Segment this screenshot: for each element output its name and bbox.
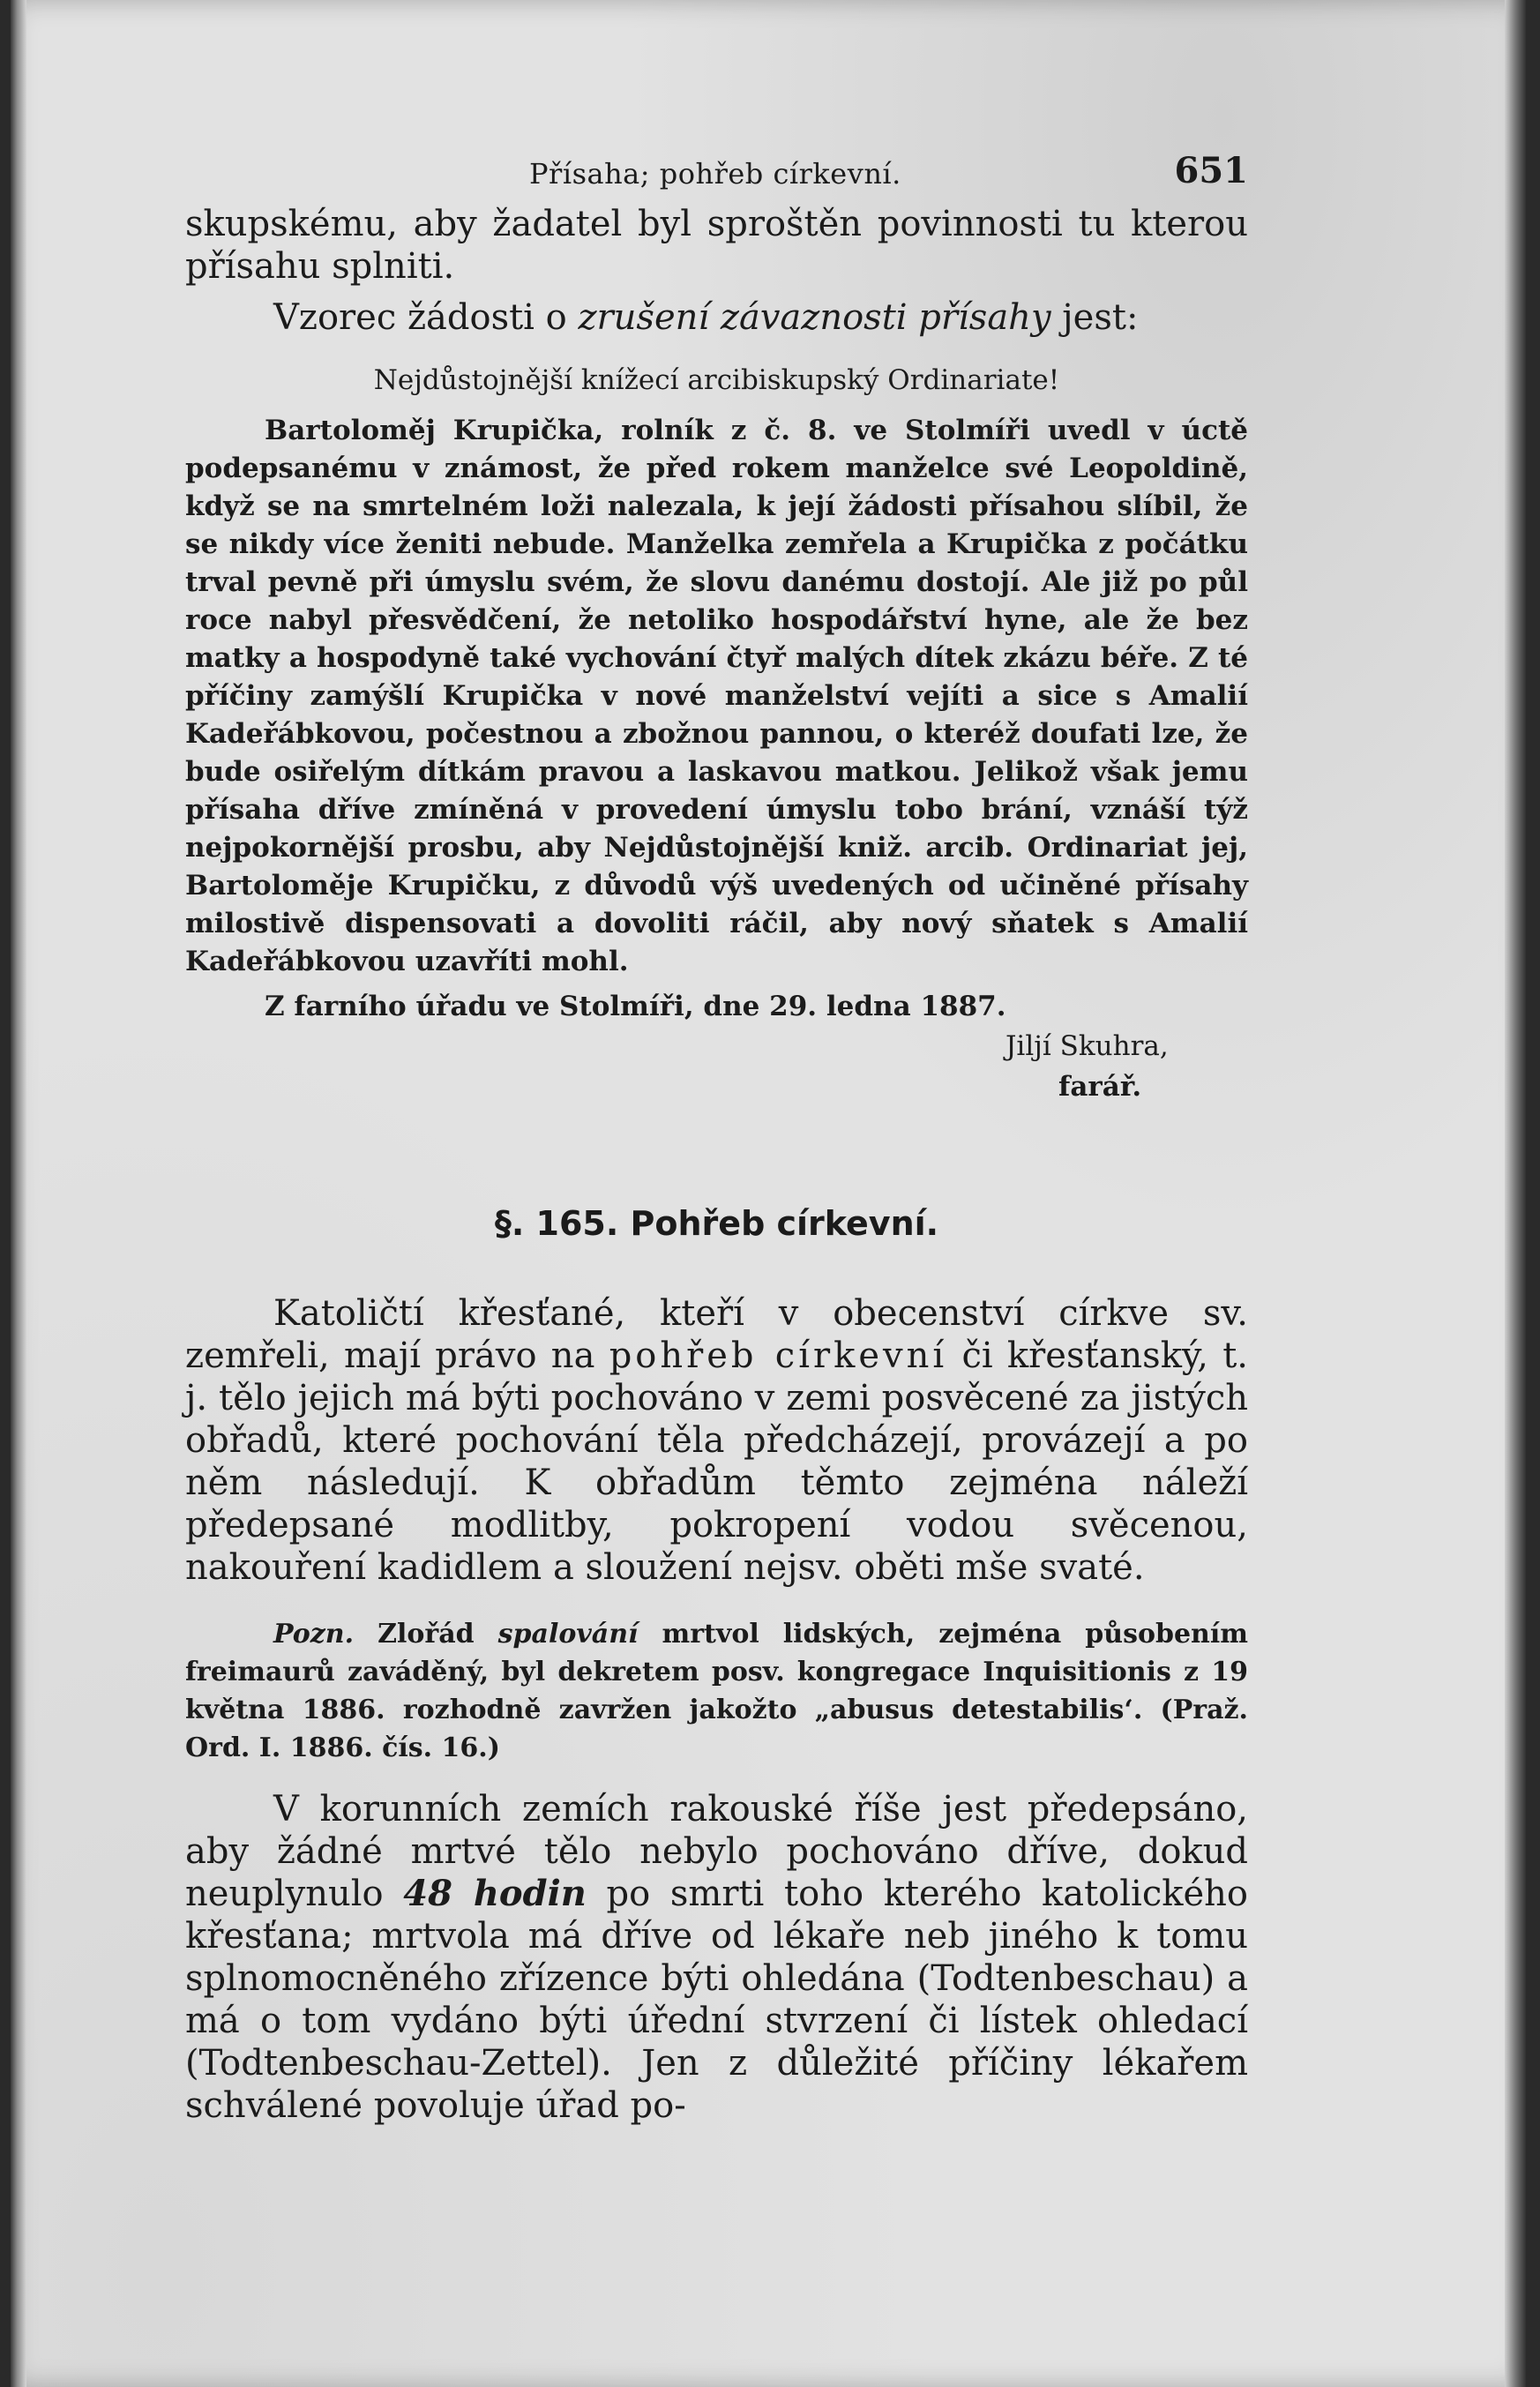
formula-line xyxy=(185,296,1248,339)
page-left-edge xyxy=(11,0,26,2387)
note-label: Pozn. xyxy=(273,1619,355,1650)
formula-suffix: jest: xyxy=(1050,297,1139,338)
formula-prefix: Vzorec žádosti o xyxy=(273,297,579,338)
formula-italic: zrušení závaznosti přísahy xyxy=(578,297,1051,338)
p2-part-a: V korunních zemích rakouské říše jest předepsáno, aby žádné mrtvé tělo nebylo pochováno dříve, dokud neuplynulo xyxy=(185,1789,1248,1914)
note-paragraph xyxy=(185,1615,1248,1767)
p1-part-b: či křesťanský, t. j. tělo jejich má býti pochováno v zemi posvěcené za jistých obřadů, které pochování těla předcházejí, provázejí a po něm následují. K obřadům těmto zejména náleží předepsané modlitby, pokropení vodou svěcenou, nakouření kadidlem a sloužení nejsv. oběti mše svaté. xyxy=(185,1336,1248,1588)
petition-place-date: Z farního úřadu ve Stolmíři, dne 29. ledna 1887. xyxy=(265,991,1006,1022)
p1-spaced: pohřeb církevní xyxy=(609,1336,948,1376)
running-head xyxy=(185,150,1248,203)
signer-title: farář. xyxy=(1058,1071,1142,1103)
petition-body: Bartoloměj Krupička, rolník z č. 8. ve Stolmíři uvedl v úctě podepsanému v známost, že před rokem manželce své Leopoldině, když se na smrtelném loži nalezala, k její žádosti přísahou slíbil, že se nikdy více ženiti nebude. Manželka zemřela a Krupička z počátku trval pevně při úmyslu svém, že slovu danému dostojí. Ale již po půl roce nabyl přesvědčení, že netoliko hospodářství hyne, ale že bez matky a hospodyně také vychování čtyř malých dítek zkázu béře. Z té příčiny zamýšlí Krupička v nové manželství vejíti a sice s Amalií Kadeřábkovou, počestnou a zbožnou pannou, o kteréž doufati lze, že bude osiřelým dítkám pravou a laskavou matkou. Jelikož však jemu přísaha dříve zmíněná v provedení úmyslu tobo brání, vznáší týž nejpokornější prosbu, aby Nejdůstojnější kniž. arcib. Ordinariat jej, Bartoloměje Krupičku, z důvodů výš uvedených od učiněné přísahy milostivě dispensovati a dovoliti ráčil, aby nový sňatek s Amalií Kadeřábkovou uzavříti mohl. xyxy=(185,415,1248,977)
page-number: 651 xyxy=(1174,150,1248,191)
signer-name: Jiljí Skuhra, xyxy=(1005,1030,1169,1062)
p2-part-b: po smrti toho kterého katolického křesťana; mrtvola má dříve od lékaře neb jiného k tomu splnomocněného zřízence býti ohledána (Todtenbeschau) a má o tom vydáno býti úřední stvrzení či lístek ohledací (Todtenbeschau-Zettel). Jen z důležité příčiny lékařem schválené povoluje úřad po- xyxy=(185,1874,1249,2126)
main-paragraph-2 xyxy=(185,1788,1248,2127)
note-part-a: Zlořád xyxy=(354,1619,498,1650)
page-content xyxy=(185,150,1248,2127)
main-paragraph-1 xyxy=(185,1292,1248,1589)
p1-part-a: Katoličtí křesťané, kteří v obecenství církve sv. zemřeli, mají právo na xyxy=(185,1293,1248,1376)
intro-line: skupskému, aby žadatel byl sproštěn povinnosti tu kterou přísahu splniti. xyxy=(185,204,1248,287)
running-title: Přísaha; pohřeb církevní. xyxy=(529,157,901,191)
note-italic: spalování xyxy=(497,1619,639,1650)
page-right-edge xyxy=(1505,0,1526,2387)
section-heading: §. 165. Pohřeb církevní. xyxy=(494,1204,939,1243)
p2-italic: 48 hodin xyxy=(403,1873,587,1914)
signature-block xyxy=(1005,1026,1248,1107)
petition-address: Nejdůstojnější knížecí arcibiskupský Ordinariate! xyxy=(373,364,1060,396)
note-part-b: mrtvol lidských, zejména působením freimaurů zaváděný, byl dekretem posv. kongregace Inquisitionis z 19 května 1886. rozhodně zavržen jakožto „abusus detestabilis‘. (Praž. Ord. I. 1886. čís. 16.) xyxy=(185,1619,1248,1763)
book-page xyxy=(11,0,1526,2387)
